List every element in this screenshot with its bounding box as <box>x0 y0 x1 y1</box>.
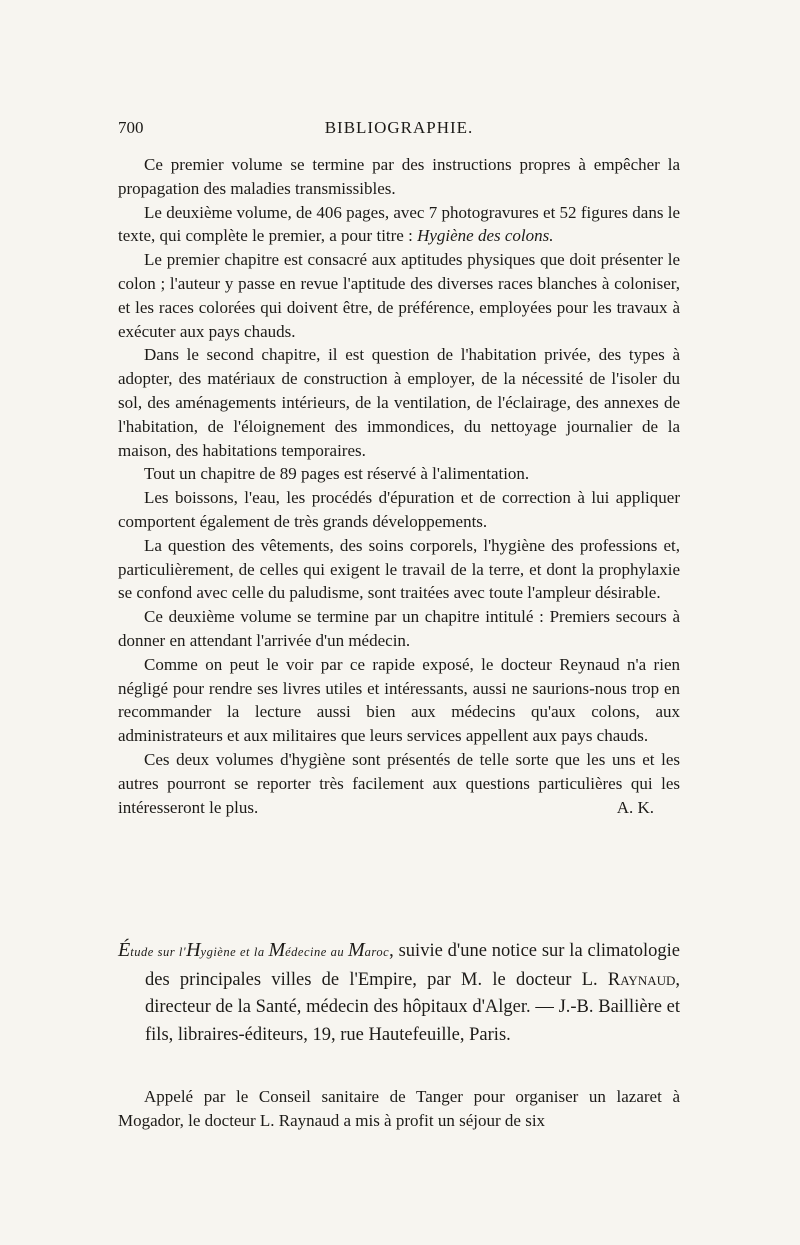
paragraph: Dans le second chapitre, il est question de l'habitation privée, des types à adopter, des matériaux de construction à employer, de la nécessité de l'isoler du sol, des aménagements intérieurs, de la ventilation, de l'éclairage, des annexes de l'habitation, de l'éloignement des immondices, du nettoyage journalier de la maison, des habitations temporaires. <box>118 345 680 460</box>
entry-cap: H <box>186 939 201 961</box>
entry-title-part: ygiène et la <box>200 945 269 959</box>
entry-cap: M <box>348 939 365 961</box>
paragraph-text: Le deuxième volume, de 406 pages, avec 7 photogravures et 52 figures dans le texte, qui complète le premier, a pour titre : <box>118 202 680 246</box>
entry-title-part: aroc <box>364 945 390 959</box>
entry-publisher: , directeur de la Santé, médecin des hôpitaux d'Alger. — J.-B. Baillière et fils, libraires-éditeurs, 19, rue Hautefeuille, Paris. <box>145 969 680 1045</box>
entry-text <box>118 937 680 1049</box>
review-body <box>118 153 680 819</box>
book-title-italic: Hygiène des colons. <box>417 226 554 246</box>
paragraph <box>118 201 680 249</box>
paragraph: Le premier chapitre est consacré aux aptitudes physiques que doit présenter le colon ; l'auteur y passe en revue l'aptitude des diverses races blanches à coloniser, et les races colorées qui doivent être, de préférence, employées pour les travaux à exécuter aux pays chauds. <box>118 250 680 341</box>
paragraph <box>118 748 680 819</box>
page-header <box>118 118 680 142</box>
entry-cap: É <box>118 939 131 961</box>
paragraph: Tout un chapitre de 89 pages est réservé à l'alimentation. <box>144 464 530 484</box>
page-number: 700 <box>118 118 144 137</box>
paragraph: Les boissons, l'eau, les procédés d'épuration et de correction à lui appliquer comportent également de très grands développements. <box>118 488 680 531</box>
entry-description: , suivie d'une notice sur la climatologie des principales villes de l'Empire, par M. le docteur L. <box>145 941 680 990</box>
running-head: BIBLIOGRAPHIE. <box>324 118 474 137</box>
review-start <box>118 1085 680 1133</box>
bibliography-entry <box>118 937 680 1049</box>
paragraph: Ce deuxième volume se termine par un chapitre intitulé : Premiers secours à donner en attendant l'arrivée d'un médecin. <box>118 607 680 650</box>
paragraph-text: Ces deux volumes d'hygiène sont présentés de telle sorte que les uns et les autres pourront se reporter très facilement aux questions particulières qui les intéresseront le plus. <box>118 749 680 817</box>
paragraph: Comme on peut le voir par ce rapide exposé, le docteur Reynaud n'a rien négligé pour rendre ses livres utiles et intéressants, aussi ne saurions-nous trop en recommander la lecture aussi bien aux médecins qu'aux colons, aux administrateurs et aux militaires que leurs services appellent aux pays chauds. <box>118 654 680 746</box>
paragraph: La question des vêtements, des soins corporels, l'hygiène des professions et, particulièrement, de celles qui exigent le travail de la terre, et dont la prophylaxie se confond avec celle du paludisme, sont traitées avec toute l'ampleur désirable. <box>118 535 680 603</box>
entry-author: Raynaud <box>607 969 676 990</box>
entry-title-part: tude sur l' <box>130 945 187 959</box>
entry-cap: M <box>268 939 286 961</box>
entry-title-part: édecine au <box>285 945 348 959</box>
paragraph: Appelé par le Conseil sanitaire de Tanger pour organiser un lazaret à Mogador, le docteur L. Raynaud a mis à profit un séjour de six <box>118 1087 680 1130</box>
reviewer-signature: A. K. <box>616 797 654 817</box>
paragraph: Ce premier volume se termine par des instructions propres à empêcher la propagation des maladies transmissibles. <box>118 155 680 198</box>
